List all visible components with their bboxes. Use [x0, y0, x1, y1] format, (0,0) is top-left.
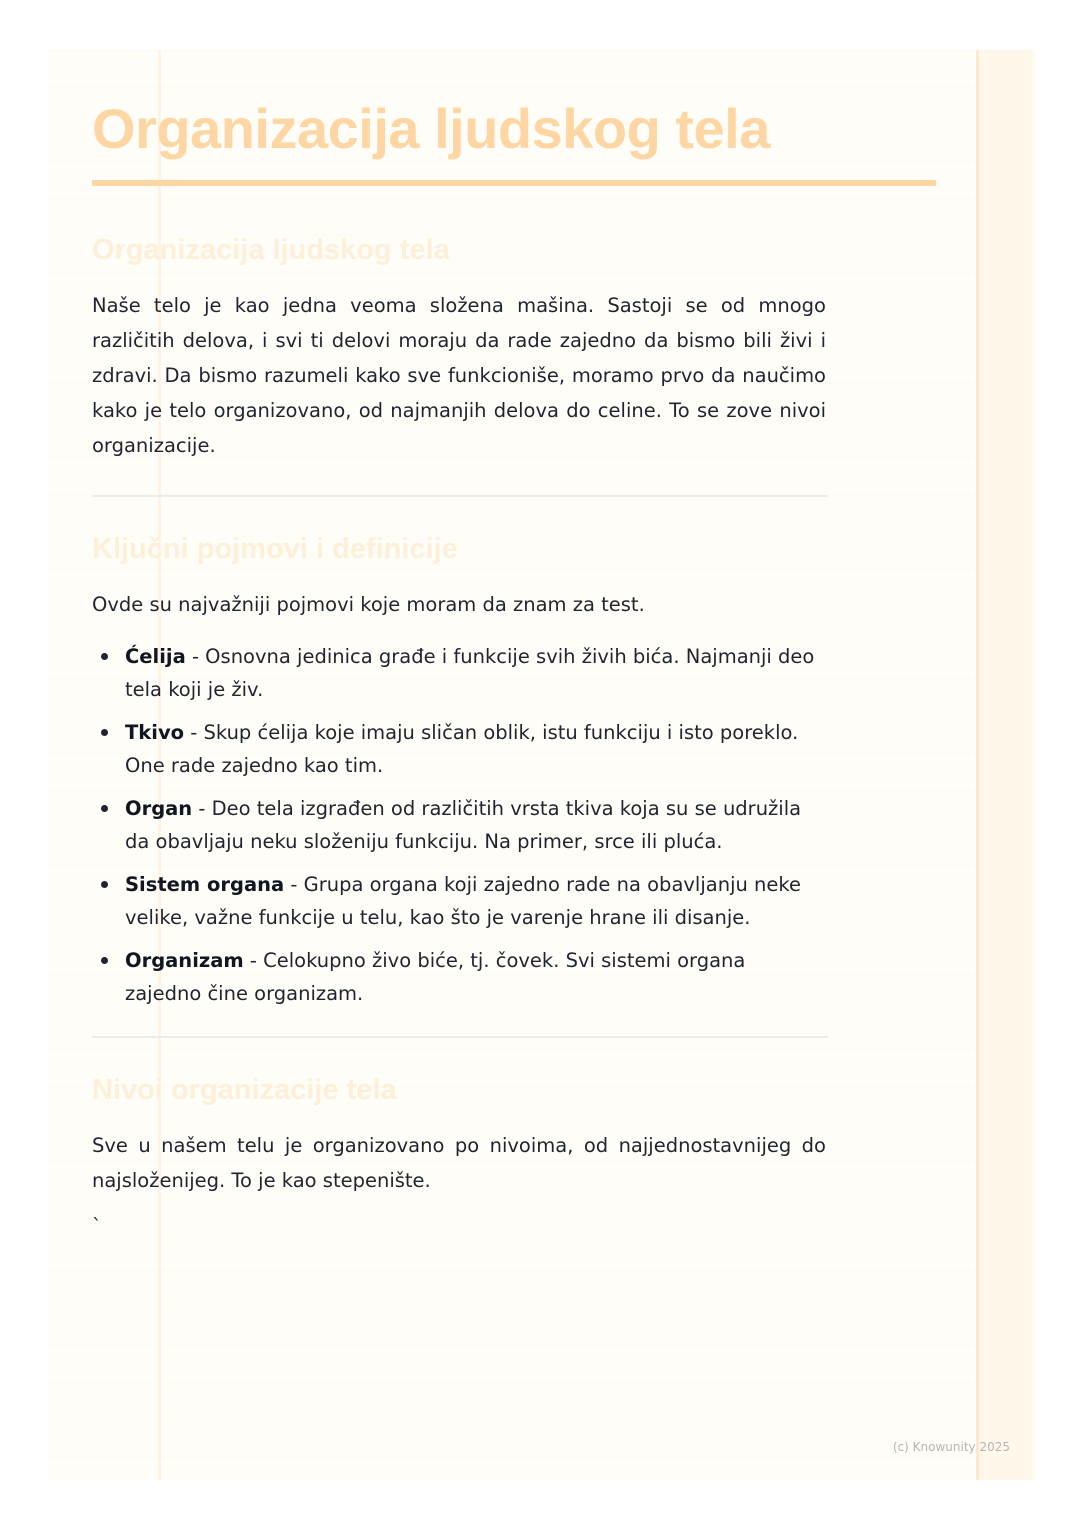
- term-name: Tkivo: [125, 721, 185, 744]
- intro-paragraph: Naše telo je kao jedna veoma složena mašina. Sastoji se od mnogo različitih delova, i svi ti delovi moraju da rade zajedno da bismo bili živi i zdravi. Da bismo razumeli kako sve funkcioniše, moramo prvo da naučimo kako je telo organizovano, od najmanjih delova do celine. To se zove nivoi organizacije.: [92, 294, 826, 457]
- section-heading-levels: Nivoi organizacije tela: [92, 1074, 397, 1106]
- bullet-icon: [101, 805, 108, 812]
- list-item: [92, 944, 822, 1010]
- page-title: Organizacija ljudskog tela: [92, 97, 770, 160]
- term-name: Organ: [125, 797, 193, 820]
- term-name: Organizam: [125, 949, 244, 972]
- page-right-band: [976, 50, 1035, 1480]
- list-item: [92, 640, 822, 706]
- term-definition: - Osnovna jedinica građe i funkcije svih živih bića. Najmanji deo tela koji je živ.: [125, 645, 815, 701]
- levels-paragraph: Sve u našem telu je organizovano po nivoima, od najjednostavnijeg do najsloženijeg. To je kao stepenište.: [92, 1134, 826, 1192]
- section-heading-key-terms: Ključni pojmovi i definicije: [92, 533, 458, 565]
- key-terms-paragraph: Ovde su najvažniji pojmovi koje moram da znam za test.: [92, 593, 645, 616]
- term-definition: - Deo tela izgrađen od različitih vrsta tkiva koja su se udružila da obavljaju neku složeniju funkciju. Na primer, srce ili pluća.: [125, 797, 802, 853]
- bullet-icon: [101, 881, 108, 888]
- bullet-icon: [101, 653, 108, 660]
- list-item: [92, 716, 822, 782]
- term-name: Sistem organa: [125, 873, 285, 896]
- term-definition: - Celokupno živo biće, tj. čovek. Svi sistemi organa zajedno čine organizam.: [125, 949, 746, 1005]
- section-divider: [92, 1036, 828, 1038]
- section-heading-intro: Organizacija ljudskog tela: [92, 234, 450, 266]
- stray-backtick: `: [92, 1215, 102, 1237]
- term-definition: - Grupa organa koji zajedno rade na obavljanju neke velike, važne funkcije u telu, kao što je varenje hrane ili disanje.: [125, 873, 801, 929]
- title-underline: [92, 180, 936, 186]
- copyright-footer: (c) Knowunity 2025: [892, 1440, 1010, 1454]
- key-terms-list: [92, 640, 822, 1010]
- list-item: [92, 868, 822, 934]
- document-content: [92, 96, 936, 1236]
- term-definition: - Skup ćelija koje imaju sličan oblik, istu funkciju i isto poreklo. One rade zajedno kao tim.: [125, 721, 799, 777]
- list-item: [92, 792, 822, 858]
- term-name: Ćelija: [125, 645, 186, 668]
- section-divider: [92, 495, 828, 497]
- bullet-icon: [101, 729, 108, 736]
- bullet-icon: [101, 957, 108, 964]
